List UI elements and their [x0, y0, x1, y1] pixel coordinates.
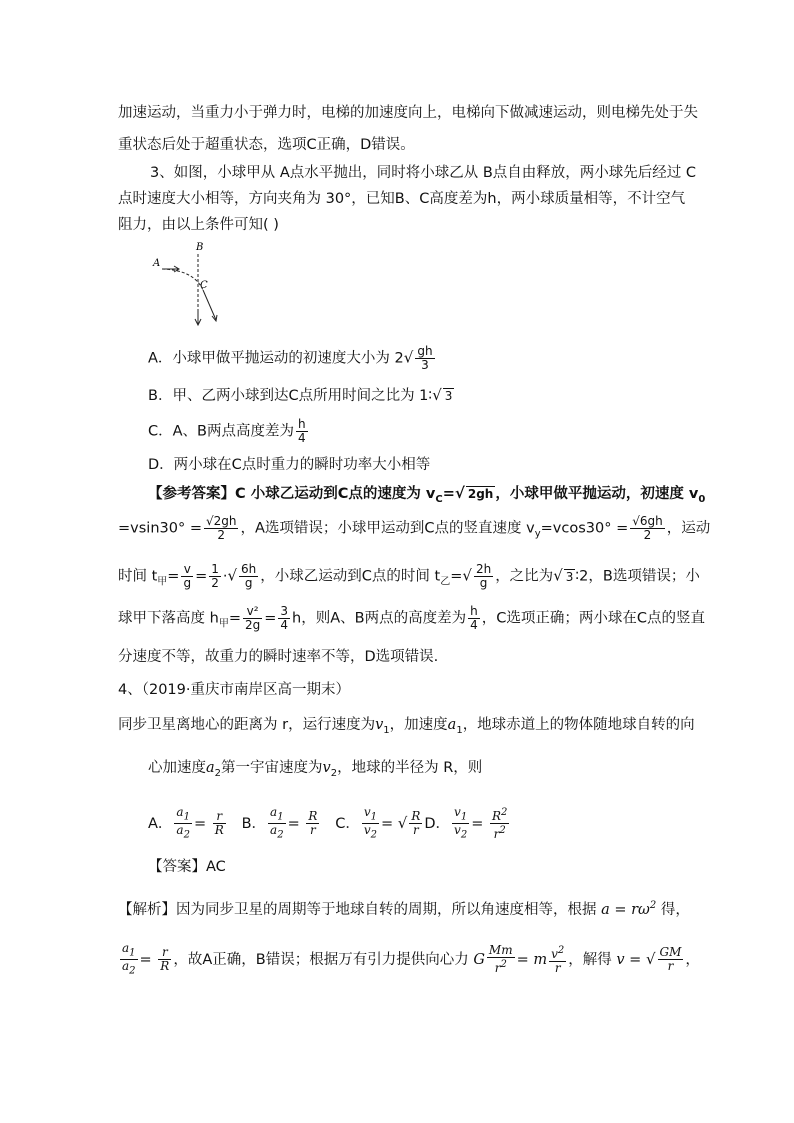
answer-line-5: 分速度不等，故重力的瞬时速率不等，D选项错误.	[118, 649, 439, 665]
answer-line-2: =vsin30° = $\frac{√2gh}{2}$ ，A选项错误；小球甲运动到C点的竖直速度 $v_y=vcos30^\circ$ = $\frac{√6gh}{2}$ ，运动	[118, 514, 711, 542]
question-4-explanation: $\frac{a_1}{a_2}$ = $\frac{r}{R}$ ，故A正确，B错误；根据万有引力提供向心力 G $\frac{Mm}{r^2}$ = m $\frac{v^2}{r}$ ，解得 v = √ $\frac{GM}{r}$ ，	[122, 941, 700, 977]
answer-line-4: 球甲下落高度 $h_甲=$ $\frac{\text{v²}}{2g}$ = $\frac{3}{4}$ h，则A、B两点的高度差为 $\frac{h}{4}$ ，C选项正确；两小球在C点的竖直	[118, 604, 705, 632]
question-4-answer: 【答案】AC	[148, 859, 226, 875]
label-b: B	[196, 242, 204, 253]
question-4-explanation: 【解析】因为同步卫星的周期等于地球自转的周期，所以角速度相等，根据 $a = r\omega^2$ 得，	[118, 900, 690, 918]
option-d: D．两小球在C点时重力的瞬时功率大小相等	[148, 457, 431, 473]
question-3-line: 阻力，由以上条件可知( )	[118, 217, 279, 233]
question-4-heading: 4、（2019·重庆市南岸区高一期末）	[118, 682, 350, 698]
question-3-line: 3、如图，小球甲从 A点水平抛出，同时将小球乙从 B点自由释放，两小球先后经过 C	[150, 165, 697, 181]
velocity-line	[203, 290, 216, 320]
label-c: C	[200, 280, 208, 291]
option-a: A．小球甲做平抛运动的初速度大小为 2√ $\frac{gh}{3}$	[148, 344, 433, 372]
option-b: B．甲、乙两小球到达C点所用时间之比为 1∶√ 3	[148, 386, 453, 404]
projectile-figure	[148, 240, 228, 330]
label-a: A	[153, 258, 161, 269]
question-4-options: A． $\frac{a_1}{a_2}$ = $\frac{r}{R}$ B． $\frac{a_1}{a_2}$ = $\frac{R}{r}$ C． $\frac{v_1}{v_2}$ = √ $\frac{R}{r}$ D． $\frac{v_1}{v_2}$ = $\frac{R^2}{r^2}$	[148, 805, 508, 842]
trajectory-curve	[162, 269, 203, 290]
fraction: $\frac{gh}{3}$	[417, 344, 433, 372]
option-c: C．A、B两点高度差为 $\frac{h}{4}$	[148, 417, 306, 445]
question-3-line: 点时速度大小相等，方向夹角为 30°，已知B、C高度差为h，两小球质量相等，不计空气	[118, 191, 686, 207]
answer-line-1: 【参考答案】C 小球乙运动到C点的速度为 $v_C=√$ 2gh ，小球甲做平抛运动，初速度 $v_0$	[148, 484, 706, 505]
text-line: 重状态后处于超重状态，选项C正确，D错误。	[118, 137, 415, 153]
text-line: 加速运动，当重力小于弹力时，电梯的加速度向上，电梯向下做减速运动，则电梯先处于失	[118, 105, 698, 121]
question-4-line: 心加速度$a_2$第一宇宙速度为$v_2$，地球的半径为 R，则	[148, 760, 483, 779]
answer-line-3: 时间 $t_甲=$ $\frac{v}{g}$ = $\frac{1}{2}$ ·√ $\frac{6h}{g}$ ，小球乙运动到C点的时间 $t_乙=√$ $\frac{2h}{g}$ ，之比为√ 3 ∶2，B选项错误；小	[118, 562, 700, 590]
question-4-line: 同步卫星离地心的距离为 r，运行速度为$v_1$，加速度$a_1$，地球赤道上的物体随地球自转的向	[118, 717, 695, 736]
